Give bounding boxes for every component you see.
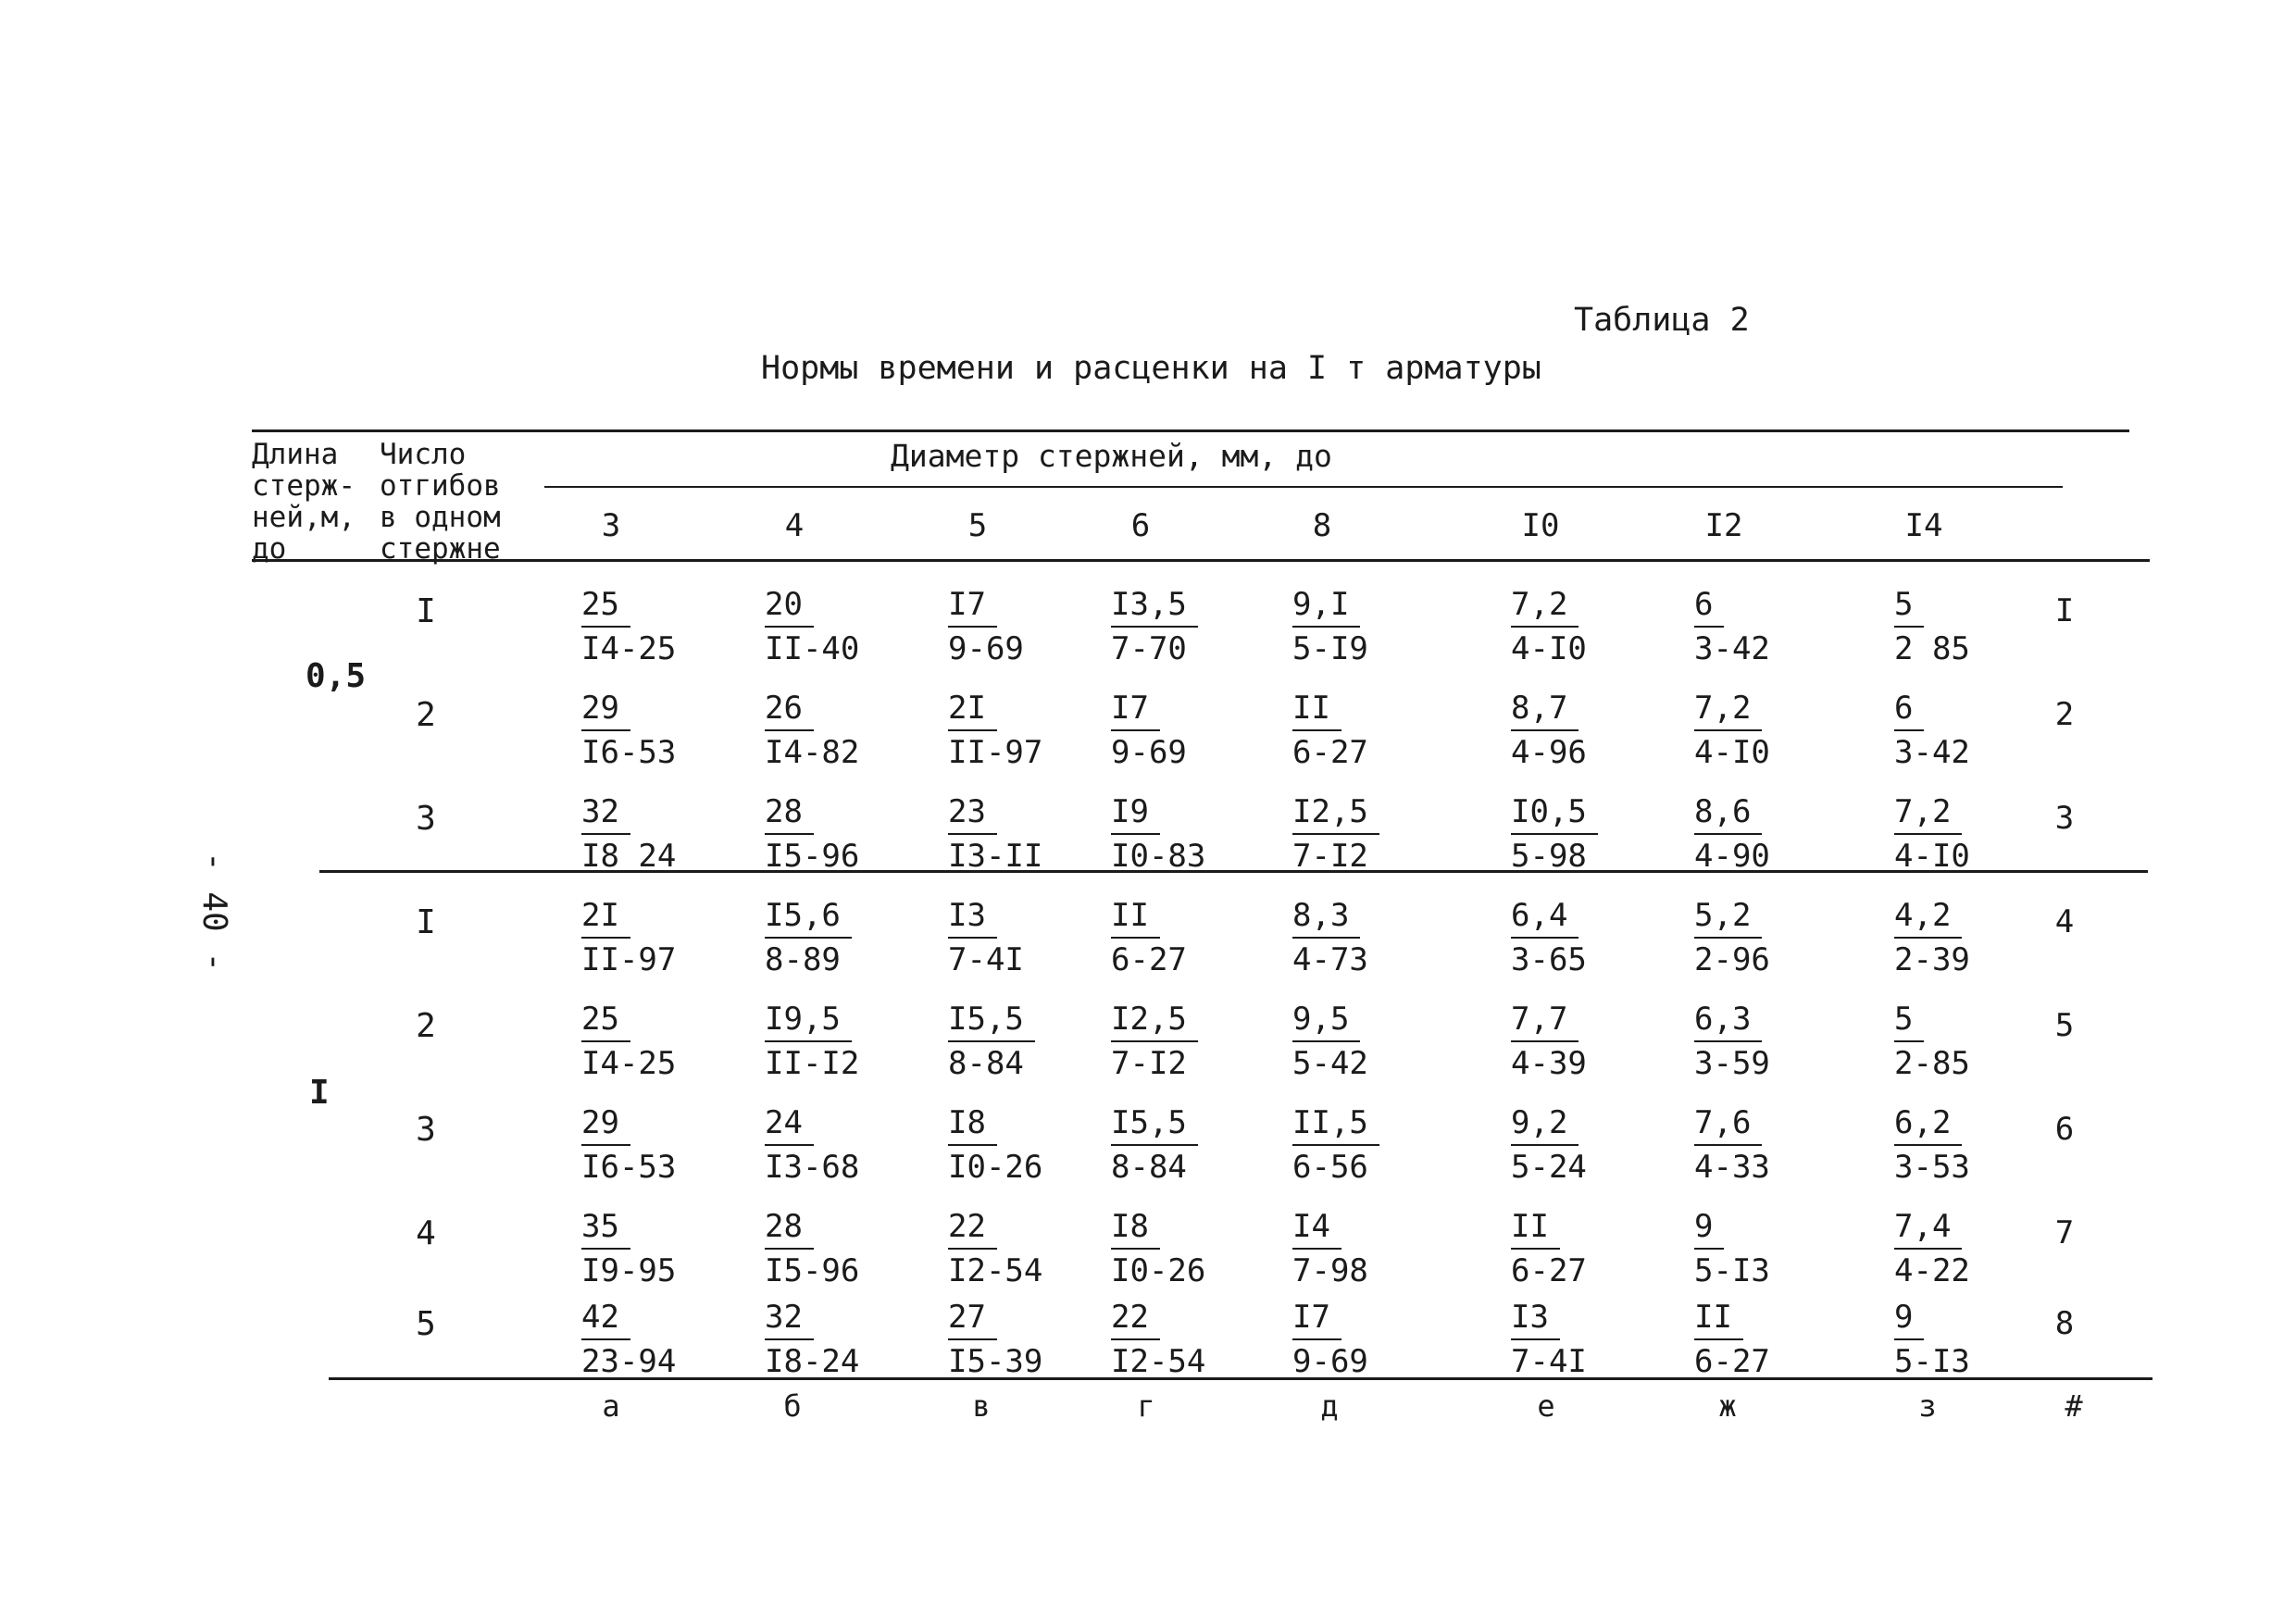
rate-value: 4-I0 [1694, 734, 1770, 771]
column-letter: ж [1718, 1388, 1737, 1424]
rate-cell [765, 687, 859, 774]
rate-value: 2-85 [1894, 1045, 1970, 1082]
rate-value: 2-96 [1694, 941, 1770, 978]
bends-value: 2 [416, 1007, 436, 1045]
column-letter: з [1918, 1388, 1937, 1424]
rate-value: I5-39 [948, 1343, 1043, 1380]
rate-cell [1511, 1205, 1587, 1292]
time-norm: 29 [581, 1101, 630, 1146]
diameter-col-header: 4 [784, 507, 805, 544]
rate-cell [1511, 1296, 1587, 1383]
rate-value: 6-27 [1694, 1343, 1770, 1380]
rate-cell [948, 583, 1024, 670]
rate-cell [581, 1296, 676, 1383]
time-norm: 25 [581, 583, 630, 628]
time-norm: 9,I [1292, 583, 1360, 628]
time-norm: 24 [765, 1101, 814, 1146]
rate-value: I3-68 [765, 1149, 860, 1186]
rate-cell [948, 1205, 1042, 1292]
rate-value: 9-69 [948, 630, 1024, 667]
rate-value: I8 24 [581, 838, 677, 875]
length-col-header: стерж- [252, 469, 356, 503]
time-norm: I5,6 [765, 894, 852, 939]
time-norm: 2I [581, 894, 630, 939]
length-col-header: ней,м, [252, 501, 356, 534]
column-letter: г [1137, 1388, 1155, 1424]
rate-value: I0-83 [1111, 838, 1206, 875]
rate-cell [765, 894, 852, 981]
time-norm: 29 [581, 687, 630, 731]
rate-value: 5-24 [1511, 1149, 1587, 1186]
rate-cell [765, 1205, 859, 1292]
time-norm: 9,5 [1292, 998, 1360, 1042]
column-letter: е [1537, 1388, 1555, 1424]
time-norm: I7 [1111, 687, 1160, 731]
rate-value: 8-89 [765, 941, 841, 978]
rate-cell [1292, 894, 1368, 981]
rate-cell [1511, 1101, 1587, 1189]
bends-value: I [416, 903, 436, 941]
rate-cell [1511, 790, 1598, 877]
row-number: 3 [2054, 800, 2075, 837]
rate-value: II-I2 [765, 1045, 860, 1082]
rate-value: 7-4I [1511, 1343, 1587, 1380]
time-norm: 2I [948, 687, 997, 731]
time-norm: I5,5 [948, 998, 1035, 1042]
rate-cell [1111, 1205, 1205, 1292]
time-norm: 6,3 [1694, 998, 1762, 1042]
rate-cell [1694, 583, 1770, 670]
column-letter: # [2065, 1388, 2083, 1424]
time-norm: 5,2 [1694, 894, 1762, 939]
rate-cell [1111, 790, 1205, 877]
rate-cell [948, 894, 1024, 981]
rate-value: I9-95 [581, 1252, 677, 1289]
row-number: 7 [2054, 1214, 2075, 1251]
rate-value: 2-39 [1894, 941, 1970, 978]
rate-value: 3-53 [1894, 1149, 1970, 1186]
time-norm: 35 [581, 1205, 630, 1250]
rate-cell [1111, 687, 1187, 774]
time-norm: I8 [948, 1101, 997, 1146]
time-norm: 5 [1894, 998, 1924, 1042]
time-norm: 32 [581, 790, 630, 835]
rate-cell [1694, 894, 1770, 981]
time-norm: 28 [765, 1205, 814, 1250]
table-top-rule [252, 429, 2129, 432]
time-norm: 9,2 [1511, 1101, 1578, 1146]
rate-value: 4-I0 [1894, 838, 1970, 875]
time-norm: I2,5 [1111, 998, 1198, 1042]
time-norm: I9 [1111, 790, 1160, 835]
bends-value: 4 [416, 1214, 436, 1252]
rate-cell [765, 998, 859, 1085]
bends-col-header: отгибов [380, 469, 501, 503]
time-norm: I3,5 [1111, 583, 1198, 628]
time-norm: I3 [948, 894, 997, 939]
rate-cell [765, 1296, 859, 1383]
rate-cell [1694, 790, 1770, 877]
rate-cell [1292, 790, 1379, 877]
time-norm: 7,2 [1894, 790, 1962, 835]
rate-value: 3-59 [1694, 1045, 1770, 1082]
rate-cell [1694, 687, 1770, 774]
rate-cell [948, 790, 1042, 877]
rate-value: 5-42 [1292, 1045, 1368, 1082]
rate-value: 7-98 [1292, 1252, 1368, 1289]
row-length-value: I [309, 1074, 330, 1112]
time-norm: 22 [948, 1205, 997, 1250]
rate-value: I4-82 [765, 734, 860, 771]
rate-value: I2-54 [948, 1252, 1043, 1289]
time-norm: I9,5 [765, 998, 852, 1042]
rate-cell [1894, 687, 1970, 774]
rate-value: 6-27 [1292, 734, 1368, 771]
column-letter: д [1320, 1388, 1339, 1424]
header-bottom-rule [252, 559, 2150, 562]
rate-value: 4-22 [1894, 1252, 1970, 1289]
time-norm: 7,7 [1511, 998, 1578, 1042]
time-norm: 28 [765, 790, 814, 835]
rate-value: 5-I3 [1694, 1252, 1770, 1289]
time-norm: 8,6 [1694, 790, 1762, 835]
rate-cell [1292, 1296, 1368, 1383]
rate-cell [1292, 998, 1368, 1085]
rate-value: 7-70 [1111, 630, 1187, 667]
rate-cell [1894, 790, 1970, 877]
rate-cell [948, 1101, 1042, 1189]
rate-cell [1292, 1205, 1368, 1292]
time-norm: 22 [1111, 1296, 1160, 1340]
time-norm: I4 [1292, 1205, 1341, 1250]
rate-cell [1894, 583, 1970, 670]
diameter-col-header: 5 [967, 507, 988, 544]
diameter-title: Диаметр стержней, мм, до [891, 438, 1332, 474]
rate-cell [1511, 894, 1587, 981]
time-norm: 6,4 [1511, 894, 1578, 939]
bends-value: I [416, 592, 436, 630]
diameter-col-header: 6 [1130, 507, 1151, 544]
rate-cell [948, 1296, 1042, 1383]
length-col-header: Длина [252, 438, 339, 471]
rate-cell [581, 894, 676, 981]
rate-value: 4-I0 [1511, 630, 1587, 667]
rate-value: 6-27 [1111, 941, 1187, 978]
rate-cell [1111, 1101, 1198, 1189]
time-norm: 7,2 [1511, 583, 1578, 628]
rate-value: II-97 [581, 941, 677, 978]
row-number: 4 [2054, 903, 2075, 940]
time-norm: 6,2 [1894, 1101, 1962, 1146]
time-norm: 4,2 [1894, 894, 1962, 939]
rate-cell [581, 687, 676, 774]
bends-col-header: Число [380, 438, 467, 471]
page-number: - 40 - [195, 852, 233, 973]
rate-cell [1894, 894, 1970, 981]
rate-cell [581, 583, 676, 670]
rate-cell [1511, 583, 1587, 670]
column-letter: а [602, 1388, 620, 1424]
rate-cell [1292, 687, 1368, 774]
bends-col-header: в одном [380, 501, 501, 534]
time-norm: I5,5 [1111, 1101, 1198, 1146]
rate-cell [948, 687, 1042, 774]
length-col-header: до [252, 532, 287, 566]
time-norm: 23 [948, 790, 997, 835]
time-norm: 42 [581, 1296, 630, 1340]
rate-value: 4-39 [1511, 1045, 1587, 1082]
diameter-rule [544, 486, 2063, 488]
rate-value: 3-42 [1894, 734, 1970, 771]
rate-value: 5-98 [1511, 838, 1587, 875]
rate-value: 8-84 [948, 1045, 1024, 1082]
rate-cell [1111, 583, 1198, 670]
rate-value: 5-I3 [1894, 1343, 1970, 1380]
row-length-value: 0,5 [306, 657, 367, 695]
diameter-col-header: I4 [1904, 507, 1943, 544]
rate-cell [765, 1101, 859, 1189]
rate-value: I0-26 [1111, 1252, 1206, 1289]
time-norm: I3 [1511, 1296, 1560, 1340]
rate-value: 2 85 [1894, 630, 1970, 667]
bends-value: 3 [416, 1111, 436, 1149]
column-letter: в [972, 1388, 991, 1424]
rate-cell [1894, 998, 1970, 1085]
rate-value: I3-II [948, 838, 1043, 875]
rate-cell [1894, 1296, 1970, 1383]
rate-value: I4-25 [581, 1045, 677, 1082]
diameter-col-header: I2 [1704, 507, 1743, 544]
time-norm: I7 [948, 583, 997, 628]
rate-cell [1511, 687, 1587, 774]
rate-cell [581, 1205, 676, 1292]
rate-cell [1111, 998, 1198, 1085]
bends-value: 5 [416, 1305, 436, 1343]
rate-cell [1894, 1205, 1970, 1292]
time-norm: 20 [765, 583, 814, 628]
time-norm: 9 [1694, 1205, 1724, 1250]
time-norm: II [1111, 894, 1160, 939]
rate-value: 8-84 [1111, 1149, 1187, 1186]
time-norm: II,5 [1292, 1101, 1379, 1146]
time-norm: 5 [1894, 583, 1924, 628]
rate-value: 6-56 [1292, 1149, 1368, 1186]
diameter-col-header: 8 [1312, 507, 1332, 544]
row-number: 6 [2054, 1111, 2075, 1148]
time-norm: 26 [765, 687, 814, 731]
rate-cell [1511, 998, 1587, 1085]
rate-value: I2-54 [1111, 1343, 1206, 1380]
rate-value: 7-I2 [1111, 1045, 1187, 1082]
rate-cell [765, 583, 859, 670]
rate-cell [1694, 1205, 1770, 1292]
rate-value: II-40 [765, 630, 860, 667]
rate-cell [1292, 583, 1368, 670]
rate-value: 5-I9 [1292, 630, 1368, 667]
rate-value: 4-33 [1694, 1149, 1770, 1186]
rate-value: 23-94 [581, 1343, 677, 1380]
time-norm: II [1511, 1205, 1560, 1250]
rate-cell [1694, 998, 1770, 1085]
rate-cell [1694, 1296, 1770, 1383]
rate-value: I6-53 [581, 1149, 677, 1186]
diameter-col-header: I0 [1521, 507, 1560, 544]
rate-value: 9-69 [1292, 1343, 1368, 1380]
page-title: Нормы времени и расценки на I т арматуры [761, 350, 1541, 387]
rate-value: 3-65 [1511, 941, 1587, 978]
time-norm: 9 [1894, 1296, 1924, 1340]
rate-value: I5-96 [765, 838, 860, 875]
time-norm: II [1292, 687, 1341, 731]
rate-cell [581, 790, 676, 877]
time-norm: 25 [581, 998, 630, 1042]
table-label: Таблица 2 [1574, 302, 1750, 339]
rate-cell [1894, 1101, 1970, 1189]
time-norm: 6 [1894, 687, 1924, 731]
rate-value: 7-4I [948, 941, 1024, 978]
rate-cell [1111, 894, 1187, 981]
rate-value: I4-25 [581, 630, 677, 667]
rate-cell [581, 998, 676, 1085]
rate-value: 7-I2 [1292, 838, 1368, 875]
time-norm: I8 [1111, 1205, 1160, 1250]
time-norm: I2,5 [1292, 790, 1379, 835]
bends-col-header: стержне [380, 532, 501, 566]
rate-value: I0-26 [948, 1149, 1043, 1186]
rate-value: 4-73 [1292, 941, 1368, 978]
time-norm: 8,3 [1292, 894, 1360, 939]
row-number: I [2054, 592, 2075, 629]
row-number: 2 [2054, 696, 2075, 733]
rate-cell [581, 1101, 676, 1189]
diameter-col-header: 3 [601, 507, 621, 544]
time-norm: 32 [765, 1296, 814, 1340]
bends-value: 2 [416, 696, 436, 734]
rate-value: I8-24 [765, 1343, 860, 1380]
rate-cell [1694, 1101, 1770, 1189]
rate-value: II-97 [948, 734, 1043, 771]
time-norm: 7,2 [1694, 687, 1762, 731]
column-letter: б [783, 1388, 802, 1424]
rate-value: 4-96 [1511, 734, 1587, 771]
row-number: 5 [2054, 1007, 2075, 1044]
rate-value: I6-53 [581, 734, 677, 771]
rate-value: 3-42 [1694, 630, 1770, 667]
time-norm: II [1694, 1296, 1743, 1340]
time-norm: I0,5 [1511, 790, 1598, 835]
time-norm: I7 [1292, 1296, 1341, 1340]
rate-value: 4-90 [1694, 838, 1770, 875]
rate-cell [1292, 1101, 1379, 1189]
rate-cell [948, 998, 1035, 1085]
time-norm: 7,4 [1894, 1205, 1962, 1250]
time-norm: 6 [1694, 583, 1724, 628]
bends-value: 3 [416, 800, 436, 838]
time-norm: 8,7 [1511, 687, 1578, 731]
rate-value: 9-69 [1111, 734, 1187, 771]
time-norm: 27 [948, 1296, 997, 1340]
rate-cell [1111, 1296, 1205, 1383]
rate-value: I5-96 [765, 1252, 860, 1289]
row-number: 8 [2054, 1305, 2075, 1342]
time-norm: 7,6 [1694, 1101, 1762, 1146]
rate-cell [765, 790, 859, 877]
rate-value: 6-27 [1511, 1252, 1587, 1289]
